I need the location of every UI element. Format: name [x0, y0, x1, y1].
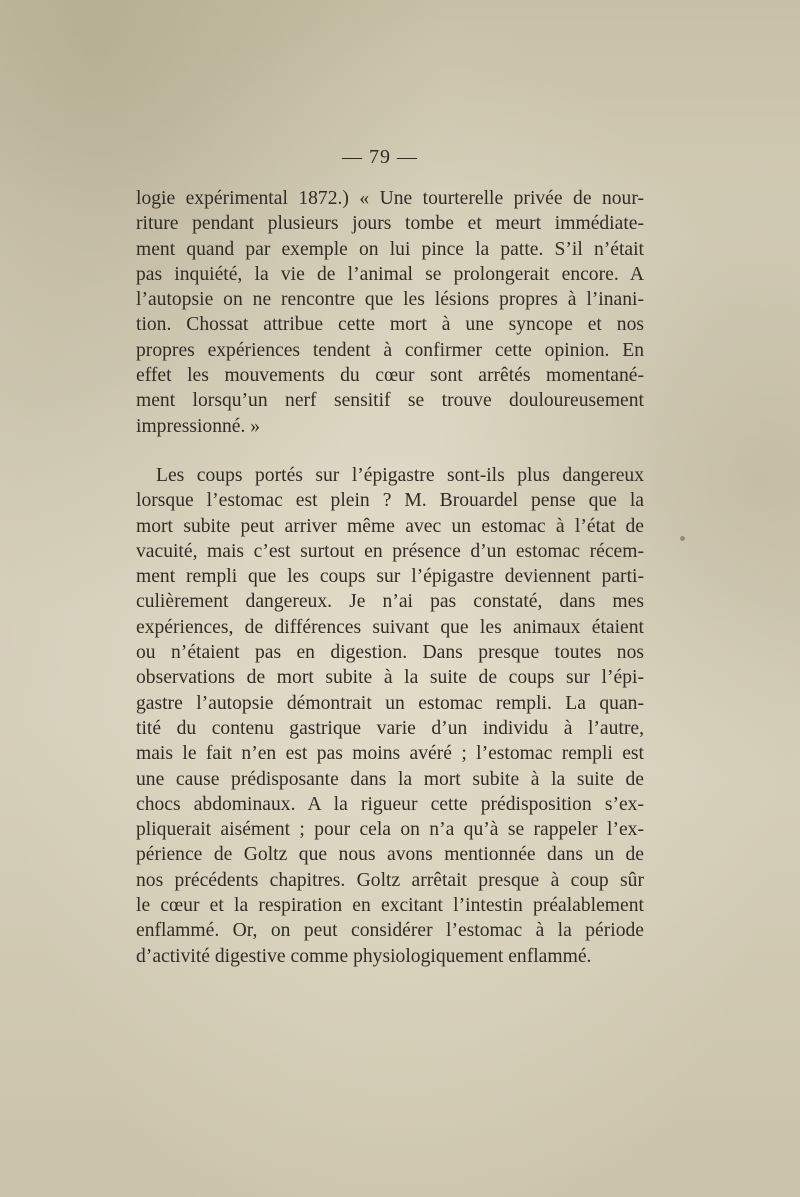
text-line: Les coups portés sur l’épigastre sont-ils plus dangereux [156, 464, 644, 486]
text-line: une cause prédisposante dans la mort subite à la suite de [136, 768, 644, 790]
paragraph-2 [136, 463, 644, 969]
text-line: ment rempli que les coups sur l’épigastre deviennent parti- [136, 566, 644, 588]
text-line: mort subite peut arriver même avec un estomac à l’état de [136, 515, 644, 537]
text-line: lorsque l’estomac est plein ? M. Brouardel pense que la [136, 490, 644, 512]
text-line: gastre l’autopsie démontrait un estomac rempli. La quan- [136, 692, 644, 714]
text-line: tion. Chossat attribue cette mort à une syncope et nos [136, 314, 644, 336]
text-line: chocs abdominaux. A la rigueur cette prédisposition s’ex- [136, 793, 644, 815]
text-line: nos précédents chapitres. Goltz arrêtait presque à coup sûr [136, 869, 644, 891]
paragraph-1 [136, 186, 644, 439]
text-line: propres expériences tendent à confirmer cette opinion. En [136, 339, 644, 361]
text-line: enflammé. Or, on peut considérer l’estomac à la période [136, 920, 644, 942]
page-number: — 79 — [342, 146, 418, 168]
text-line: culièrement dangereux. Je n’ai pas constaté, dans mes [136, 591, 644, 613]
text-line: vacuité, mais c’est surtout en présence d’un estomac récem- [136, 540, 644, 562]
text-line: riture pendant plusieurs jours tombe et meurt immédiate- [136, 213, 644, 235]
text-line: effet les mouvements du cœur sont arrêtés momentané- [136, 365, 644, 387]
text-line: d’activité digestive comme physiologiquement enflammé. [136, 945, 592, 967]
paragraph-gap [136, 439, 644, 463]
text-line: périence de Goltz que nous avons mentionnée dans un de [136, 844, 644, 866]
text-line: ment quand par exemple on lui pince la patte. S’il n’était [136, 238, 644, 260]
text-line: pliquerait aisément ; pour cela on n’a qu’à se rappeler l’ex- [136, 819, 644, 841]
text-line: logie expérimental 1872.) « Une tourterelle privée de nour- [136, 188, 644, 209]
text-line: expériences, de différences suivant que les animaux étaient [136, 616, 644, 638]
body-text [136, 186, 644, 969]
text-line: pas inquiété, la vie de l’animal se prolongerait encore. A [136, 263, 644, 285]
text-line: ment lorsqu’un nerf sensitif se trouve douloureusement [136, 390, 644, 412]
text-line: le cœur et la respiration en excitant l’intestin préalablement [136, 895, 644, 917]
text-line: mais le fait n’en est pas moins avéré ; l’estomac rempli est [136, 743, 644, 765]
text-line: tité du contenu gastrique varie d’un individu à l’autre, [136, 717, 644, 739]
text-line: impressionné. » [136, 415, 261, 437]
paper-speck [680, 536, 685, 541]
text-line: l’autopsie on ne rencontre que les lésions propres à l’inani- [136, 289, 644, 311]
text-line: ou n’étaient pas en digestion. Dans presque toutes nos [136, 642, 644, 664]
text-line: observations de mort subite à la suite de coups sur l’épi- [136, 667, 644, 689]
